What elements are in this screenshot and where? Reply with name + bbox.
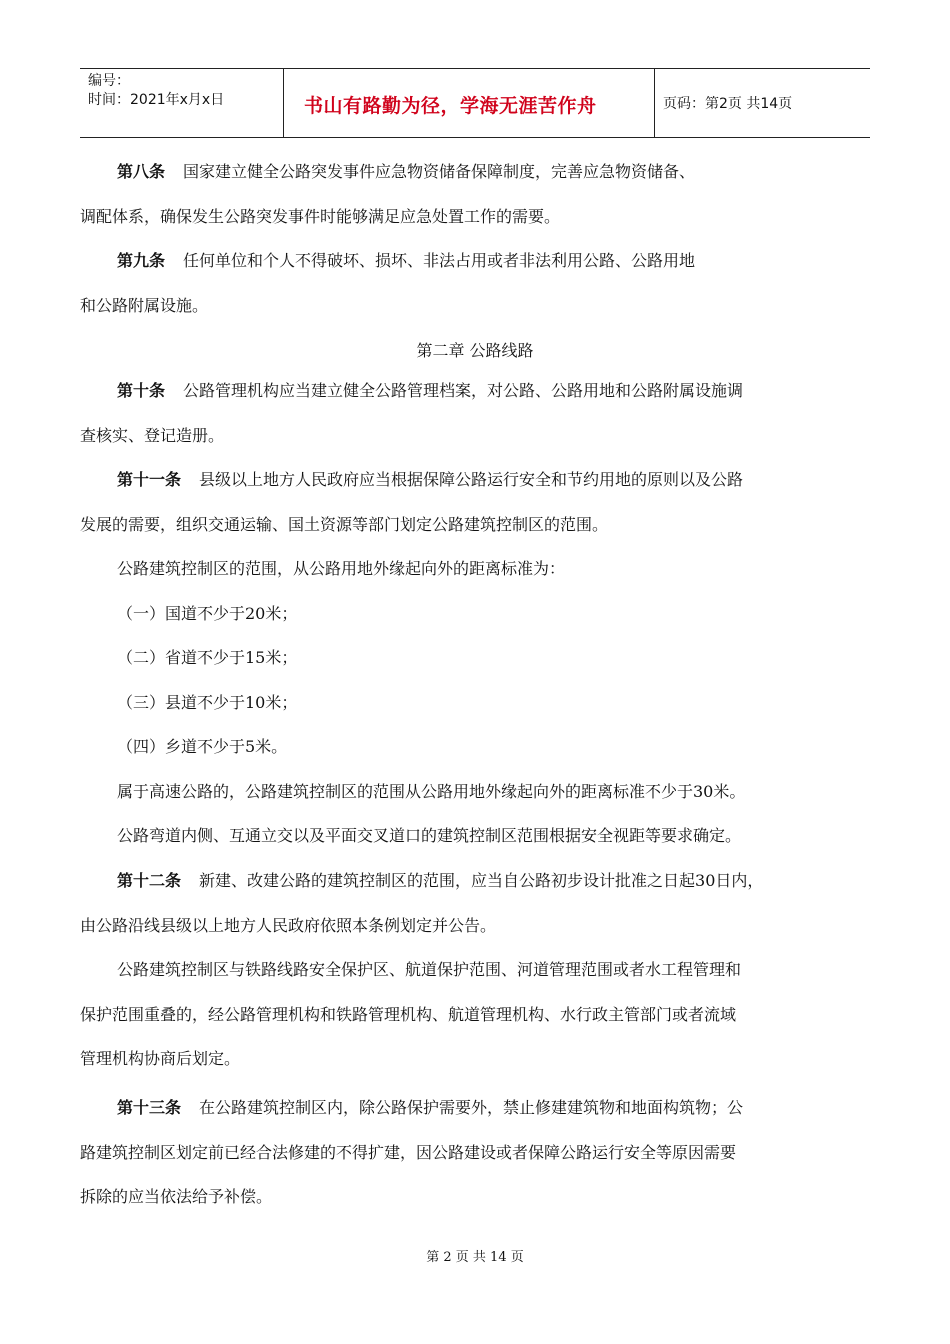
article-text: 路建筑控制区划定前已经合法修建的不得扩建，因公路建设或者保障公路运行安全等原因需要 [80, 1142, 737, 1162]
article-8 [80, 150, 870, 239]
highway-note: 属于高速公路的，公路建筑控制区的范围从公路用地外缘起向外的距离标准不少于30米。 [117, 781, 746, 801]
article-title: 第九条 [117, 251, 166, 270]
article-12 [80, 859, 870, 1082]
article-10 [80, 369, 870, 458]
article-text: 国家建立健全公路突发事件应急物资储备保障制度，完善应急物资储备、 [183, 162, 696, 181]
article-text: 新建、改建公路的建筑控制区的范围，应当自公路初步设计批准之日起30日内， [199, 871, 764, 890]
article-title: 第十二条 [117, 871, 182, 890]
page-header [80, 68, 870, 138]
overlap-text: 保护范围重叠的，经公路管理机构和铁路管理机构、航道管理机构、水行政主管部门或者流域 [80, 1004, 737, 1024]
overlap-text: 管理机构协商后划定。 [80, 1049, 241, 1068]
article-title: 第八条 [117, 162, 166, 181]
range-intro: 公路建筑控制区的范围，从公路用地外缘起向外的距离标准为： [117, 559, 566, 578]
range-item: （一）国道不少于20米； [117, 603, 298, 623]
range-item: （四）乡道不少于5米。 [117, 737, 288, 756]
page-footer: 第 2 页 共 14 页 [426, 1250, 524, 1265]
chapter-title: 第二章 公路线路 [416, 341, 534, 360]
article-text: 在公路建筑控制区内，除公路保护需要外，禁止修建建筑物和地面构筑物；公 [199, 1098, 744, 1117]
article-text: 由公路沿线县级以上地方人民政府依照本条例划定并公告。 [80, 915, 497, 935]
number-label: 编号： [88, 73, 130, 89]
range-item: （三）县道不少于10米； [117, 692, 298, 712]
article-11 [80, 458, 870, 859]
page-info: 页码：第2页 共14页 [663, 96, 793, 112]
article-title: 第十一条 [117, 470, 182, 489]
curve-note: 公路弯道内侧、互通立交以及平面交叉道口的建筑控制区范围根据安全视距等要求确定。 [117, 826, 742, 845]
article-text: 拆除的应当依法给予补偿。 [80, 1187, 273, 1206]
article-13 [80, 1086, 870, 1220]
time-label: 时间：2021年x月x日 [88, 92, 225, 108]
header-motto-cell [283, 69, 655, 137]
article-text: 调配体系，确保发生公路突发事件时能够满足应急处置工作的需要。 [80, 206, 561, 226]
motto: 书山有路勤为径，学海无涯苦作舟 [304, 95, 597, 117]
article-text: 任何单位和个人不得破坏、损坏、非法占用或者非法利用公路、公路用地 [183, 251, 696, 270]
overlap-text: 公路建筑控制区与铁路线路安全保护区、航道保护范围、河道管理范围或者水工程管理和 [117, 960, 742, 979]
article-text: 发展的需要，组织交通运输、国土资源等部门划定公路建筑控制区的范围。 [80, 514, 609, 534]
header-meta [80, 69, 280, 137]
range-item: （二）省道不少于15米； [117, 648, 298, 667]
article-text: 县级以上地方人民政府应当根据保障公路运行安全和节约用地的原则以及公路 [199, 470, 744, 489]
article-9 [80, 239, 870, 328]
article-title: 第十条 [117, 381, 166, 400]
article-title: 第十三条 [117, 1098, 182, 1117]
article-text: 和公路附属设施。 [80, 295, 209, 315]
article-text: 公路管理机构应当建立健全公路管理档案，对公路、公路用地和公路附属设施调 [183, 381, 744, 400]
article-text: 查核实、登记造册。 [80, 425, 225, 445]
